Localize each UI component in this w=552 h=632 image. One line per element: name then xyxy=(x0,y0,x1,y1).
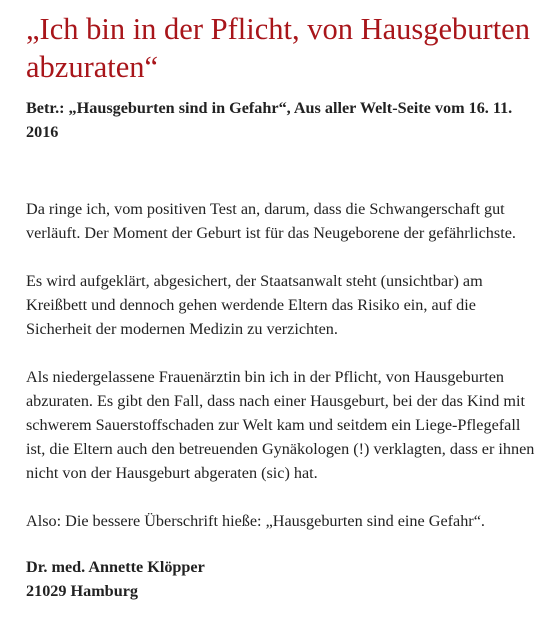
author-name: Dr. med. Annette Klöpper xyxy=(26,558,205,576)
article-body xyxy=(26,197,538,533)
article-headline: „Ich bin in der Pflicht, von Hausgeburten abzuraten“ xyxy=(26,12,530,84)
reference-line: Betr.: „Hausgeburten sind in Gefahr“, Aus aller Welt-Seite vom 16. 11. 2016 xyxy=(26,99,513,141)
body-paragraph: Als niedergelassene Frauenärztin bin ich in der Pflicht, von Hausgeburten abzuraten. Es gibt den Fall, dass nach einer Hausgeburt, bei der das Kind mit schwerem Sauerstoffschaden zur Welt kam und seitdem ein Liege-Pflegefall ist, die Eltern auch den betreuenden Gynäkologen (!) verklagten, dass er ihnen nicht von der Hausgeburt abgeraten (sic) hat. xyxy=(26,368,535,482)
author-signature xyxy=(26,555,538,603)
body-paragraph: Es wird aufgeklärt, abgesichert, der Staatsanwalt steht (unsichtbar) am Kreißbett und dennoch gehen werdende Eltern das Risiko ein, auf die Sicherheit der modernen Medizin zu verzichten. xyxy=(26,272,483,338)
body-paragraph: Da ringe ich, vom positiven Test an, darum, dass die Schwangerschaft gut verläuft. Der Moment der Geburt ist für das Neugeborene der gefährlichste. xyxy=(26,200,516,242)
author-location: 21029 Hamburg xyxy=(26,582,138,600)
body-paragraph: Also: Die bessere Überschrift hieße: „Hausgeburten sind eine Gefahr“. xyxy=(26,512,485,530)
